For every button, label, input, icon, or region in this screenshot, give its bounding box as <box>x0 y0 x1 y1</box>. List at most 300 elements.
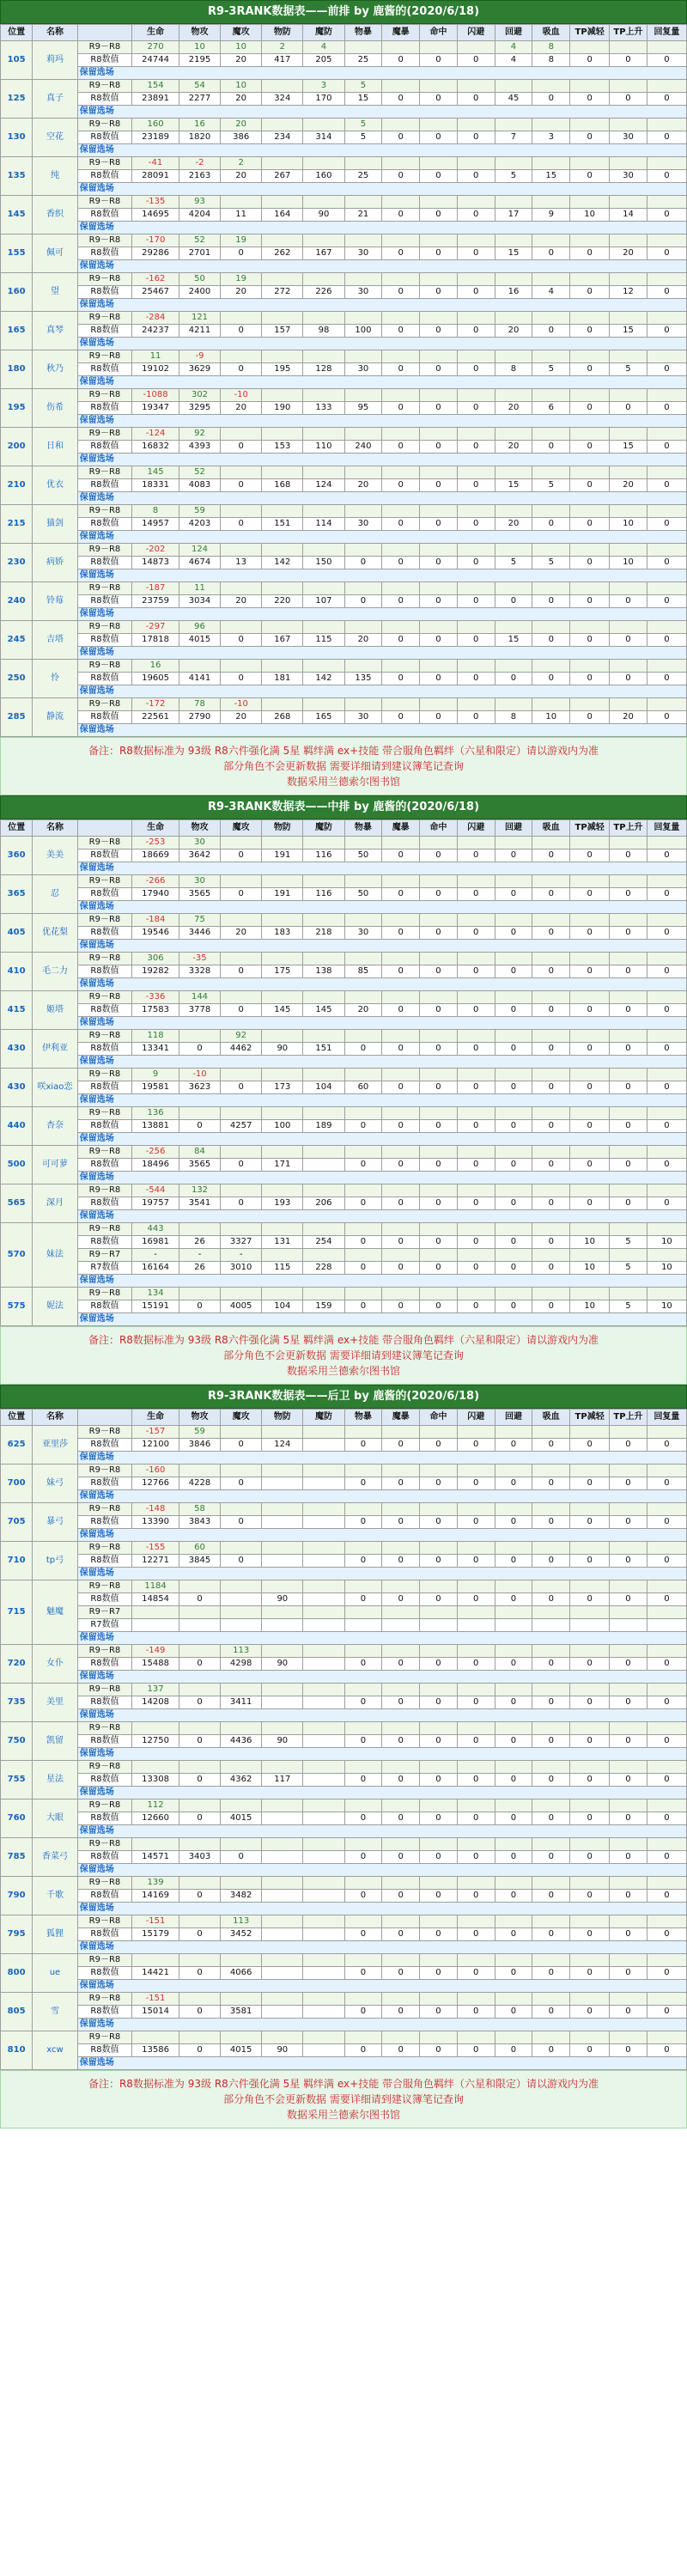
value-cell: 0 <box>532 1516 570 1529</box>
diff-cell <box>610 1580 647 1593</box>
value-cell: 0 <box>179 1658 220 1671</box>
diff-cell: 4 <box>303 41 344 54</box>
diff-cell: -135 <box>132 196 179 209</box>
value-cell: 0 <box>570 2006 610 2019</box>
diff-cell: 5 <box>344 119 382 131</box>
diff-cell <box>221 660 262 673</box>
diff-cell <box>382 196 420 209</box>
column-header: 魔暴 <box>382 25 420 41</box>
character-name: 杏奈 <box>33 1107 78 1146</box>
diff-cell <box>382 837 420 850</box>
value-cell: 3845 <box>179 1555 220 1568</box>
value-cell: 0 <box>457 1300 495 1313</box>
diff-cell <box>344 466 382 479</box>
diff-cell <box>382 1249 420 1262</box>
diff-cell: -157 <box>132 1426 179 1439</box>
diff-cell <box>570 875 610 888</box>
value-cell: 0 <box>610 1890 647 1903</box>
r8-row <box>1 1696 687 1709</box>
column-header: TP减轻 <box>570 820 610 837</box>
diff-cell <box>610 312 647 325</box>
position-cell: 200 <box>1 428 33 466</box>
diff-cell <box>303 273 344 286</box>
diff-cell <box>420 1184 458 1197</box>
r8-row <box>1 441 687 454</box>
value-cell <box>344 1619 382 1632</box>
value-cell: 24744 <box>132 54 179 67</box>
value-cell: 3327 <box>221 1236 262 1249</box>
diff-cell <box>457 875 495 888</box>
value-cell: 0 <box>457 441 495 454</box>
diff-cell <box>179 1645 220 1658</box>
diff-cell: 302 <box>179 389 220 402</box>
diff-cell <box>221 1954 262 1967</box>
value-cell: 0 <box>457 1262 495 1275</box>
value-cell: 0 <box>647 209 686 222</box>
diff-cell: 19 <box>221 234 262 247</box>
character-name: 病娇 <box>33 544 78 582</box>
diff-cell <box>262 621 303 634</box>
character-name: 亚里莎 <box>33 1426 78 1465</box>
diff-cell <box>610 1915 647 1928</box>
section-title: R9-3RANK数据表——前排 by 鹿酱的(2020/6/18) <box>0 0 687 24</box>
value-cell: 151 <box>303 1043 344 1056</box>
value-cell: 240 <box>344 441 382 454</box>
diff-cell <box>420 660 458 673</box>
value-cell: 0 <box>221 1159 262 1172</box>
value-cell: 142 <box>303 673 344 685</box>
value-cell: 0 <box>344 1159 382 1172</box>
value-cell: 0 <box>647 363 686 376</box>
value-cell: 0 <box>420 1300 458 1313</box>
value-cell: 0 <box>532 1081 570 1094</box>
column-header: 物暴 <box>344 25 382 41</box>
position-cell: 565 <box>1 1184 33 1223</box>
value-cell: 0 <box>382 1812 420 1825</box>
diff-cell <box>495 1954 532 1967</box>
diff-cell <box>382 953 420 965</box>
diff-cell <box>344 1580 382 1593</box>
diff-cell <box>221 505 262 518</box>
value-cell <box>532 1619 570 1632</box>
value-cell: 0 <box>495 2006 532 2019</box>
diff-cell <box>570 1249 610 1262</box>
r8-row <box>1 850 687 862</box>
value-cell: 0 <box>570 1159 610 1172</box>
diff-cell <box>495 1184 532 1197</box>
diff-cell <box>344 698 382 711</box>
value-cell: 0 <box>532 1774 570 1787</box>
diff-row <box>1 1761 687 1774</box>
diff-cell <box>647 1580 686 1593</box>
diff-cell <box>420 157 458 170</box>
row-label: R8数值 <box>77 54 131 67</box>
keep-row <box>1 1529 687 1542</box>
diff-cell <box>382 1069 420 1081</box>
diff-cell <box>532 1503 570 1516</box>
position-cell: 500 <box>1 1146 33 1184</box>
value-cell: 20 <box>610 247 647 260</box>
diff-cell: - <box>179 1249 220 1262</box>
value-cell: 0 <box>532 1696 570 1709</box>
diff-cell <box>647 2031 686 2044</box>
diff-cell <box>495 389 532 402</box>
row-label: R8数值 <box>77 209 131 222</box>
value-cell: 0 <box>532 1043 570 1056</box>
diff-row <box>1 621 687 634</box>
value-cell: 159 <box>303 1300 344 1313</box>
column-header: 魔暴 <box>382 820 420 837</box>
value-cell: 173 <box>262 1081 303 1094</box>
diff-cell <box>221 312 262 325</box>
value-cell: 0 <box>495 888 532 901</box>
value-cell: 0 <box>382 170 420 183</box>
value-cell: 0 <box>344 2006 382 2019</box>
r8-row <box>1 1516 687 1529</box>
diff-cell: 11 <box>179 582 220 595</box>
diff-cell <box>457 389 495 402</box>
value-cell: 24237 <box>132 325 179 338</box>
diff-cell <box>532 80 570 93</box>
diff-cell: -151 <box>132 1915 179 1928</box>
value-cell: 189 <box>303 1120 344 1133</box>
value-cell: 14873 <box>132 557 179 569</box>
row-label: R8数值 <box>77 634 131 647</box>
row-label: 保留选场 <box>77 299 686 312</box>
diff-cell <box>262 1954 303 1967</box>
diff-cell <box>262 1426 303 1439</box>
diff-cell <box>532 1288 570 1300</box>
diff-cell: 78 <box>179 698 220 711</box>
diff-cell <box>457 1722 495 1735</box>
value-cell: 0 <box>457 1967 495 1980</box>
value-cell: 0 <box>647 634 686 647</box>
diff-cell <box>221 875 262 888</box>
diff-cell <box>532 428 570 441</box>
remark-line: 部分角色不会更新数据 需要详细请到建议簿笔记查询 <box>223 760 464 772</box>
diff-cell <box>570 1800 610 1812</box>
diff-cell <box>262 1580 303 1593</box>
value-cell: 0 <box>647 1043 686 1056</box>
value-cell: 0 <box>382 1081 420 1094</box>
diff-cell <box>179 1606 220 1619</box>
row-label: R9－R8 <box>77 1542 131 1555</box>
diff-cell <box>303 914 344 927</box>
value-cell: 4211 <box>179 325 220 338</box>
diff-cell <box>532 234 570 247</box>
diff-cell <box>262 991 303 1004</box>
diff-cell <box>570 544 610 557</box>
keep-row <box>1 1452 687 1465</box>
diff-cell <box>610 544 647 557</box>
diff-cell <box>420 875 458 888</box>
keep-row <box>1 1903 687 1915</box>
diff-cell <box>303 1993 344 2006</box>
diff-cell <box>570 1107 610 1120</box>
value-cell: 0 <box>647 131 686 144</box>
value-cell: 0 <box>420 1696 458 1709</box>
diff-cell: 75 <box>179 914 220 927</box>
row-label: 保留选场 <box>77 862 686 875</box>
keep-row <box>1 940 687 953</box>
diff-cell <box>457 1645 495 1658</box>
diff-cell <box>262 1249 303 1262</box>
value-cell: 0 <box>532 247 570 260</box>
diff-cell <box>647 1877 686 1890</box>
value-cell: 30 <box>610 170 647 183</box>
diff-cell <box>570 953 610 965</box>
value-cell: 0 <box>610 1043 647 1056</box>
diff-cell <box>647 1107 686 1120</box>
value-cell: 206 <box>303 1197 344 1210</box>
value-cell: 10 <box>647 1300 686 1313</box>
diff-cell <box>132 1761 179 1774</box>
value-cell: 110 <box>303 441 344 454</box>
diff-cell <box>221 1606 262 1619</box>
diff-cell <box>457 1184 495 1197</box>
value-cell: 85 <box>344 965 382 978</box>
diff-cell <box>382 698 420 711</box>
value-cell: 0 <box>420 1477 458 1490</box>
diff-cell <box>344 1542 382 1555</box>
value-cell: 3778 <box>179 1004 220 1017</box>
value-cell: 0 <box>457 634 495 647</box>
keep-row <box>1 492 687 505</box>
diff-cell <box>420 698 458 711</box>
r8-row <box>1 965 687 978</box>
value-cell: 0 <box>382 711 420 724</box>
diff-cell <box>382 1606 420 1619</box>
value-cell: 15 <box>495 247 532 260</box>
diff-cell <box>647 273 686 286</box>
keep-row <box>1 608 687 621</box>
value-cell: 117 <box>262 1774 303 1787</box>
value-cell: 0 <box>647 518 686 531</box>
value-cell: 0 <box>495 1735 532 1748</box>
diff-cell <box>532 466 570 479</box>
diff-cell <box>221 914 262 927</box>
keep-row <box>1 1825 687 1838</box>
value-cell: 10 <box>610 557 647 569</box>
value-cell: 8 <box>495 363 532 376</box>
position-cell: 440 <box>1 1107 33 1146</box>
diff-cell <box>457 1684 495 1696</box>
value-cell: 0 <box>420 1236 458 1249</box>
value-cell: 0 <box>420 1555 458 1568</box>
position-cell: 250 <box>1 660 33 698</box>
keep-row <box>1 183 687 196</box>
r8-row <box>1 131 687 144</box>
remark-line: 数据采用兰德索尔图书馆 <box>286 2109 400 2121</box>
diff-cell: 58 <box>179 1503 220 1516</box>
value-cell: 116 <box>303 888 344 901</box>
row-label: R9－R8 <box>77 1288 131 1300</box>
value-cell: 20 <box>610 479 647 492</box>
diff-cell <box>495 505 532 518</box>
value-cell: 0 <box>610 888 647 901</box>
value-cell: 15 <box>532 170 570 183</box>
diff-cell: 8 <box>532 41 570 54</box>
value-cell: 90 <box>262 1043 303 1056</box>
keep-row <box>1 299 687 312</box>
diff-cell <box>420 914 458 927</box>
value-cell: 0 <box>495 1593 532 1606</box>
value-cell: 0 <box>610 634 647 647</box>
diff-cell: 124 <box>179 544 220 557</box>
keep-row <box>1 685 687 698</box>
value-cell: 4204 <box>179 209 220 222</box>
diff-cell: - <box>221 1249 262 1262</box>
value-cell: 0 <box>420 1774 458 1787</box>
value-cell: 0 <box>457 363 495 376</box>
r7-diff-row <box>1 1249 687 1262</box>
diff-cell <box>344 1915 382 1928</box>
diff-cell <box>532 544 570 557</box>
column-header: 物攻 <box>179 820 220 837</box>
value-cell: 0 <box>344 1658 382 1671</box>
value-cell: 0 <box>179 1120 220 1133</box>
diff-cell <box>647 466 686 479</box>
value-cell: 0 <box>382 1120 420 1133</box>
value-cell: 0 <box>382 325 420 338</box>
value-cell: 10 <box>570 1236 610 1249</box>
value-cell: 100 <box>262 1120 303 1133</box>
row-label: 保留选场 <box>77 2057 686 2070</box>
position-cell: 230 <box>1 544 33 582</box>
value-cell: 0 <box>420 888 458 901</box>
value-cell: 19347 <box>132 402 179 415</box>
row-label: R8数值 <box>77 927 131 940</box>
value-cell: 20 <box>221 711 262 724</box>
value-cell: 0 <box>420 2044 458 2057</box>
diff-cell <box>221 1580 262 1593</box>
value-cell: 0 <box>457 1774 495 1787</box>
value-cell: 5 <box>610 1300 647 1313</box>
value-cell: 0 <box>647 888 686 901</box>
value-cell: 0 <box>647 1890 686 1903</box>
diff-cell <box>495 621 532 634</box>
diff-cell <box>344 1465 382 1477</box>
value-cell: 3 <box>532 131 570 144</box>
diff-cell <box>532 119 570 131</box>
column-header: 物防 <box>262 1410 303 1426</box>
value-cell: 0 <box>570 634 610 647</box>
position-cell: 575 <box>1 1288 33 1326</box>
diff-cell <box>221 1684 262 1696</box>
value-cell: 10 <box>610 518 647 531</box>
column-header: 物攻 <box>179 25 220 41</box>
value-cell: 0 <box>570 1516 610 1529</box>
diff-cell <box>570 1069 610 1081</box>
row-label: R8数值 <box>77 595 131 608</box>
r8-row <box>1 673 687 685</box>
diff-cell <box>610 234 647 247</box>
diff-cell <box>262 505 303 518</box>
diff-cell <box>457 119 495 131</box>
value-cell: 0 <box>179 1735 220 1748</box>
value-cell: 0 <box>420 1593 458 1606</box>
diff-cell <box>179 1993 220 2006</box>
diff-cell <box>570 1030 610 1043</box>
diff-row <box>1 660 687 673</box>
diff-cell <box>495 1838 532 1851</box>
diff-cell <box>495 2031 532 2044</box>
value-cell: 3446 <box>179 927 220 940</box>
diff-cell <box>382 273 420 286</box>
value-cell: 0 <box>457 1159 495 1172</box>
diff-cell <box>532 1761 570 1774</box>
diff-cell <box>344 582 382 595</box>
diff-cell <box>457 41 495 54</box>
diff-cell <box>570 1954 610 1967</box>
diff-cell <box>221 1542 262 1555</box>
diff-cell: 121 <box>179 312 220 325</box>
value-cell: 16164 <box>132 1262 179 1275</box>
value-cell: 25467 <box>132 286 179 299</box>
diff-cell <box>344 2031 382 2044</box>
diff-cell <box>532 1107 570 1120</box>
diff-cell <box>495 991 532 1004</box>
diff-cell: 59 <box>179 1426 220 1439</box>
value-cell: 0 <box>457 170 495 183</box>
diff-cell <box>457 312 495 325</box>
diff-cell <box>420 1249 458 1262</box>
value-cell: 20 <box>221 402 262 415</box>
diff-cell <box>647 544 686 557</box>
diff-cell <box>570 660 610 673</box>
diff-cell <box>420 1107 458 1120</box>
r8-row <box>1 402 687 415</box>
diff-cell: 16 <box>132 660 179 673</box>
diff-cell <box>610 1761 647 1774</box>
remark-line: 备注：R8数据标准为 93级 R8六件强化满 5星 羁绊满 ex+技能 带合服角色羁绊（六星和限定）请以游戏内为准 <box>88 1334 599 1346</box>
value-cell: 0 <box>457 1477 495 1490</box>
diff-cell <box>610 119 647 131</box>
diff-cell <box>303 466 344 479</box>
diff-row <box>1 837 687 850</box>
diff-cell: -253 <box>132 837 179 850</box>
diff-cell <box>303 312 344 325</box>
value-cell: 131 <box>262 1236 303 1249</box>
diff-cell <box>532 837 570 850</box>
diff-cell: 10 <box>221 80 262 93</box>
value-cell: 5 <box>495 557 532 569</box>
value-cell: 272 <box>262 286 303 299</box>
value-cell: 0 <box>457 557 495 569</box>
diff-cell <box>532 1580 570 1593</box>
value-cell: 3642 <box>179 850 220 862</box>
diff-cell <box>495 1069 532 1081</box>
value-cell: 124 <box>262 1439 303 1452</box>
diff-cell <box>532 1993 570 2006</box>
value-cell <box>262 1967 303 1980</box>
diff-cell: -202 <box>132 544 179 557</box>
diff-cell: -155 <box>132 1542 179 1555</box>
diff-cell <box>262 1800 303 1812</box>
diff-cell <box>303 1645 344 1658</box>
value-cell: 0 <box>532 1735 570 1748</box>
diff-cell <box>570 466 610 479</box>
diff-cell <box>610 1503 647 1516</box>
row-label: R7数值 <box>77 1619 131 1632</box>
value-cell: 0 <box>495 1516 532 1529</box>
diff-cell <box>532 1684 570 1696</box>
diff-cell <box>303 1223 344 1236</box>
diff-row <box>1 1107 687 1120</box>
value-cell: 0 <box>420 1197 458 1210</box>
diff-cell <box>532 1426 570 1439</box>
value-cell: 0 <box>570 1851 610 1864</box>
